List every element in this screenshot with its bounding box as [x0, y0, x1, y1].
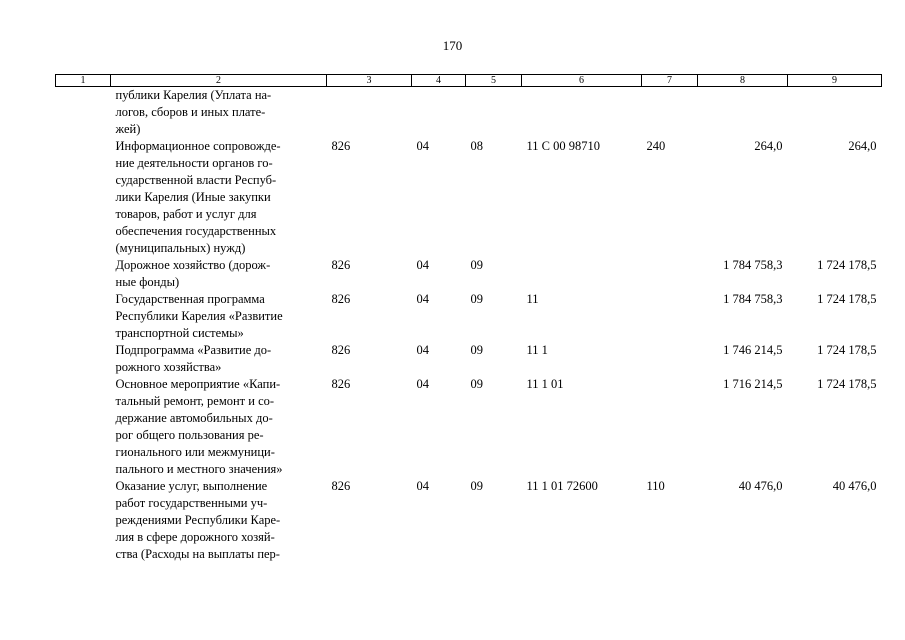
column-header: 4	[412, 75, 466, 87]
admin-code-cell: 826	[331, 343, 351, 357]
target-article-cell: 11	[526, 292, 539, 306]
section-code-cell: 04	[416, 377, 429, 391]
expense-type-cell	[642, 291, 698, 342]
row-number-cell	[56, 478, 111, 563]
table-row	[56, 87, 882, 139]
header-row	[56, 75, 882, 87]
row-number-cell	[56, 87, 111, 139]
amount-year1-cell: 1 784 758,3	[723, 258, 783, 272]
row-number-cell	[56, 291, 111, 342]
admin-code-cell: 826	[331, 479, 351, 493]
admin-code-cell: 826	[331, 377, 351, 391]
expense-name-cell: Дорожное хозяйство (дорож- ные фонды)	[115, 258, 271, 289]
target-article-cell	[522, 87, 642, 139]
table-row	[56, 138, 882, 257]
amount-year2-cell: 40 476,0	[832, 479, 877, 493]
row-number-cell	[56, 138, 111, 257]
amount-year1-cell: 264,0	[754, 139, 783, 153]
table-row	[56, 478, 882, 563]
table-row	[56, 342, 882, 376]
amount-year1-cell	[698, 87, 788, 139]
column-header: 3	[327, 75, 412, 87]
subsection-code-cell: 09	[470, 292, 483, 306]
page-number: 170	[442, 38, 463, 53]
amount-year1-cell: 40 476,0	[738, 479, 783, 493]
section-code-cell: 04	[416, 479, 429, 493]
subsection-code-cell: 09	[470, 343, 483, 357]
column-header: 7	[642, 75, 698, 87]
subsection-code-cell: 08	[470, 139, 483, 153]
section-code-cell: 04	[416, 292, 429, 306]
amount-year2-cell: 1 724 178,5	[817, 258, 877, 272]
column-header: 8	[698, 75, 788, 87]
column-header: 5	[466, 75, 522, 87]
row-number-cell	[56, 257, 111, 291]
budget-table	[55, 74, 882, 563]
target-article-cell: 11 1 01	[526, 377, 564, 391]
column-header: 1	[56, 75, 111, 87]
amount-year2-cell: 1 724 178,5	[817, 292, 877, 306]
target-article-cell: 11 1 01 72600	[526, 479, 598, 493]
expense-type-cell: 110	[646, 479, 665, 493]
expense-type-cell: 240	[646, 139, 666, 153]
section-code-cell: 04	[416, 343, 429, 357]
expense-name-cell: публики Карелия (Уплата на- логов, сборов и иных плате- жей)	[115, 88, 272, 136]
expense-name-cell: Оказание услуг, выполнение работ государственными уч- реждениями Республики Каре- лия в сфере дорожного хозяй- ства (Расходы на выплаты пер-	[115, 479, 281, 561]
expense-name-cell: Подпрограмма «Развитие до- рожного хозяйства»	[115, 343, 272, 374]
row-number-cell	[56, 376, 111, 478]
expense-name-cell: Основное мероприятие «Капи- тальный ремонт, ремонт и со- держание автомобильных до- рог общего пользования ре- гионального или межмуници- пального и местного значения»	[115, 377, 283, 476]
table-row	[56, 257, 882, 291]
amount-year2-cell: 1 724 178,5	[817, 343, 877, 357]
amount-year2-cell	[788, 87, 882, 139]
subsection-code-cell	[466, 87, 522, 139]
subsection-code-cell: 09	[470, 377, 483, 391]
amount-year1-cell: 1 784 758,3	[723, 292, 783, 306]
expense-type-cell	[642, 257, 698, 291]
column-header: 6	[522, 75, 642, 87]
subsection-code-cell: 09	[470, 258, 483, 272]
row-number-cell	[56, 342, 111, 376]
expense-name-cell: Государственная программа Республики Карелия «Развитие транспортной системы»	[115, 292, 283, 340]
amount-year2-cell: 1 724 178,5	[817, 377, 877, 391]
subsection-code-cell: 09	[470, 479, 483, 493]
expense-name-cell: Информационное сопровожде- ние деятельности органов го- сударственной власти Респуб- лики Карелия (Иные закупки товаров, работ и услуг для обеспечения государственных (муниципальных) нужд)	[115, 139, 281, 255]
target-article-cell: 11 1	[526, 343, 548, 357]
amount-year1-cell: 1 746 214,5	[723, 343, 783, 357]
column-header: 2	[111, 75, 327, 87]
target-article-cell	[522, 257, 642, 291]
admin-code-cell: 826	[331, 139, 351, 153]
admin-code-cell: 826	[331, 258, 351, 272]
column-header: 9	[788, 75, 882, 87]
section-code-cell	[412, 87, 466, 139]
admin-code-cell: 826	[331, 292, 351, 306]
section-code-cell: 04	[416, 139, 429, 153]
section-code-cell: 04	[416, 258, 429, 272]
target-article-cell: 11 С 00 98710	[526, 139, 600, 153]
admin-code-cell	[327, 87, 412, 139]
expense-type-cell	[642, 342, 698, 376]
amount-year1-cell: 1 716 214,5	[723, 377, 783, 391]
table-row	[56, 376, 882, 478]
expense-type-cell	[642, 376, 698, 478]
table-row	[56, 291, 882, 342]
amount-year2-cell: 264,0	[848, 139, 877, 153]
expense-type-cell	[642, 87, 698, 139]
